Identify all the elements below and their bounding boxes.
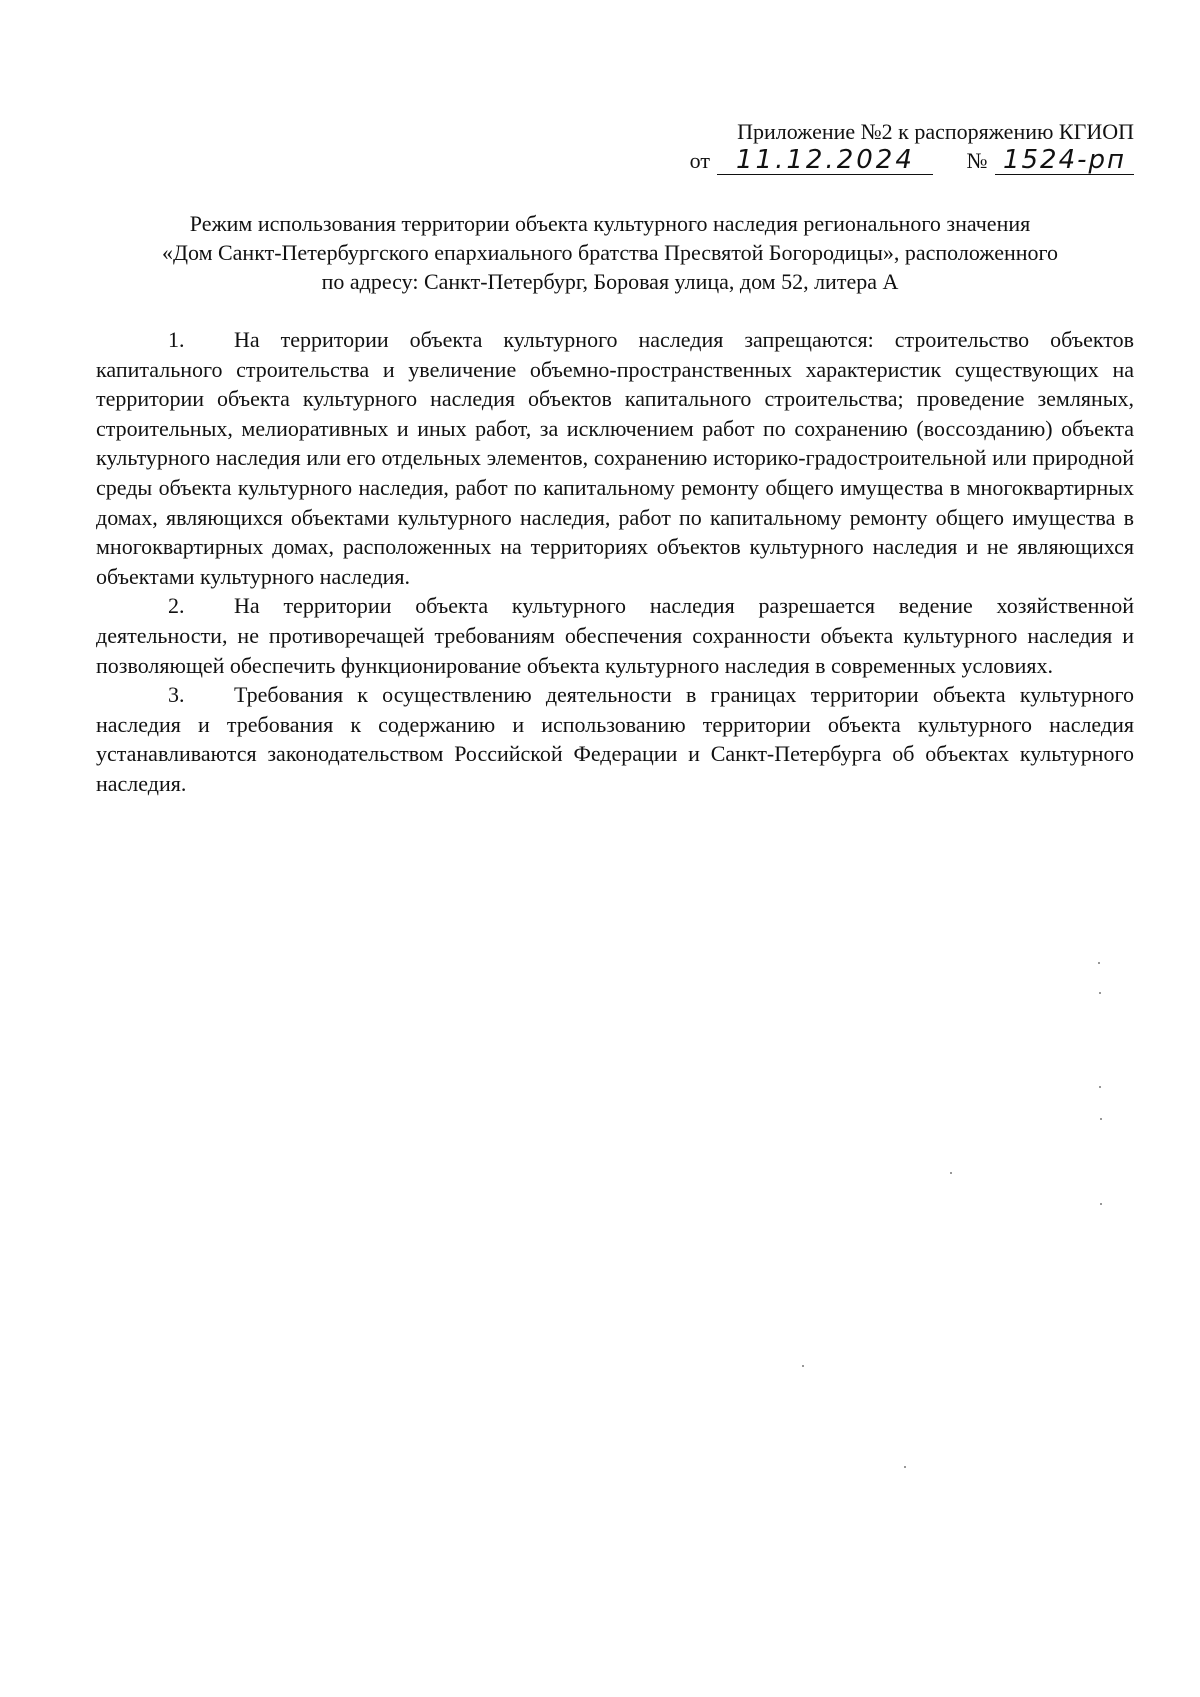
title-line-2: «Дом Санкт-Петербургского епархиального братства Пресвятой Богородицы», расположенного — [161, 240, 1058, 265]
paragraph-number: 3. — [168, 682, 185, 708]
title-line-3: по адресу: Санкт-Петербург, Боровая улица, дом 52, литера А — [321, 269, 899, 294]
scan-speck — [1099, 992, 1101, 994]
paragraph-text: Требования к осуществлению деятельности в границах территории объекта культурного наследия и требования к содержанию и использованию территории объекта культурного наследия устанавливаются законодательством Российской Федерации и Санкт-Петербурга об объектах культурного наследия. — [96, 682, 1134, 796]
appendix-header — [664, 118, 1134, 175]
scan-speck — [802, 1365, 804, 1367]
appendix-reference: Приложение №2 к распоряжению КГИОП — [737, 119, 1134, 144]
scan-speck — [1099, 1086, 1101, 1088]
handwritten-date: 11.12.2024 — [717, 146, 933, 175]
order-date-number-line — [664, 146, 1134, 175]
scan-speck — [1098, 962, 1100, 964]
paragraph-text: На территории объекта культурного наследия разрешается ведение хозяйственной деятельности, не противоречащей требованиям обеспечения сохранности объекта культурного наследия и позволяющей обеспечить функционирование объекта культурного наследия в современных условиях. — [96, 593, 1134, 678]
scan-speck — [1100, 1118, 1102, 1120]
date-prefix: от — [689, 148, 710, 173]
paragraph-3 — [96, 680, 1134, 798]
scan-speck — [904, 1466, 906, 1468]
title-line-1: Режим использования территории объекта культурного наследия регионального значения — [189, 211, 1031, 236]
paragraph-number: 2. — [168, 593, 185, 619]
scan-speck — [950, 1172, 952, 1174]
paragraph-text: На территории объекта культурного наследия запрещаются: строительство объектов капитального строительства и увеличение объемно-пространственных характеристик существующих на территории объекта культурного наследия объектов капитального строительства; проведение земляных, строительных, мелиоративных и иных работ, за исключением работ по сохранению (воссозданию) объекта культурного наследия или его отдельных элементов, сохранению историко-градостроительной или природной среды объекта культурного наследия, работ по капитальному ремонту общего имущества в многоквартирных домах, являющихся объектами культурного наследия, работ по капитальному ремонту общего имущества в многоквартирных домах, расположенных на территориях объектов культурного наследия и не являющихся объектами культурного наследия. — [96, 327, 1134, 589]
handwritten-order-number: 1524-рп — [995, 146, 1134, 175]
paragraph-number: 1. — [168, 327, 185, 352]
document-title — [90, 209, 1130, 296]
document-body — [96, 325, 1134, 799]
number-prefix: № — [966, 148, 988, 173]
scan-speck — [1100, 1203, 1102, 1205]
paragraph-1 — [96, 325, 1134, 591]
paragraph-2 — [96, 591, 1134, 680]
